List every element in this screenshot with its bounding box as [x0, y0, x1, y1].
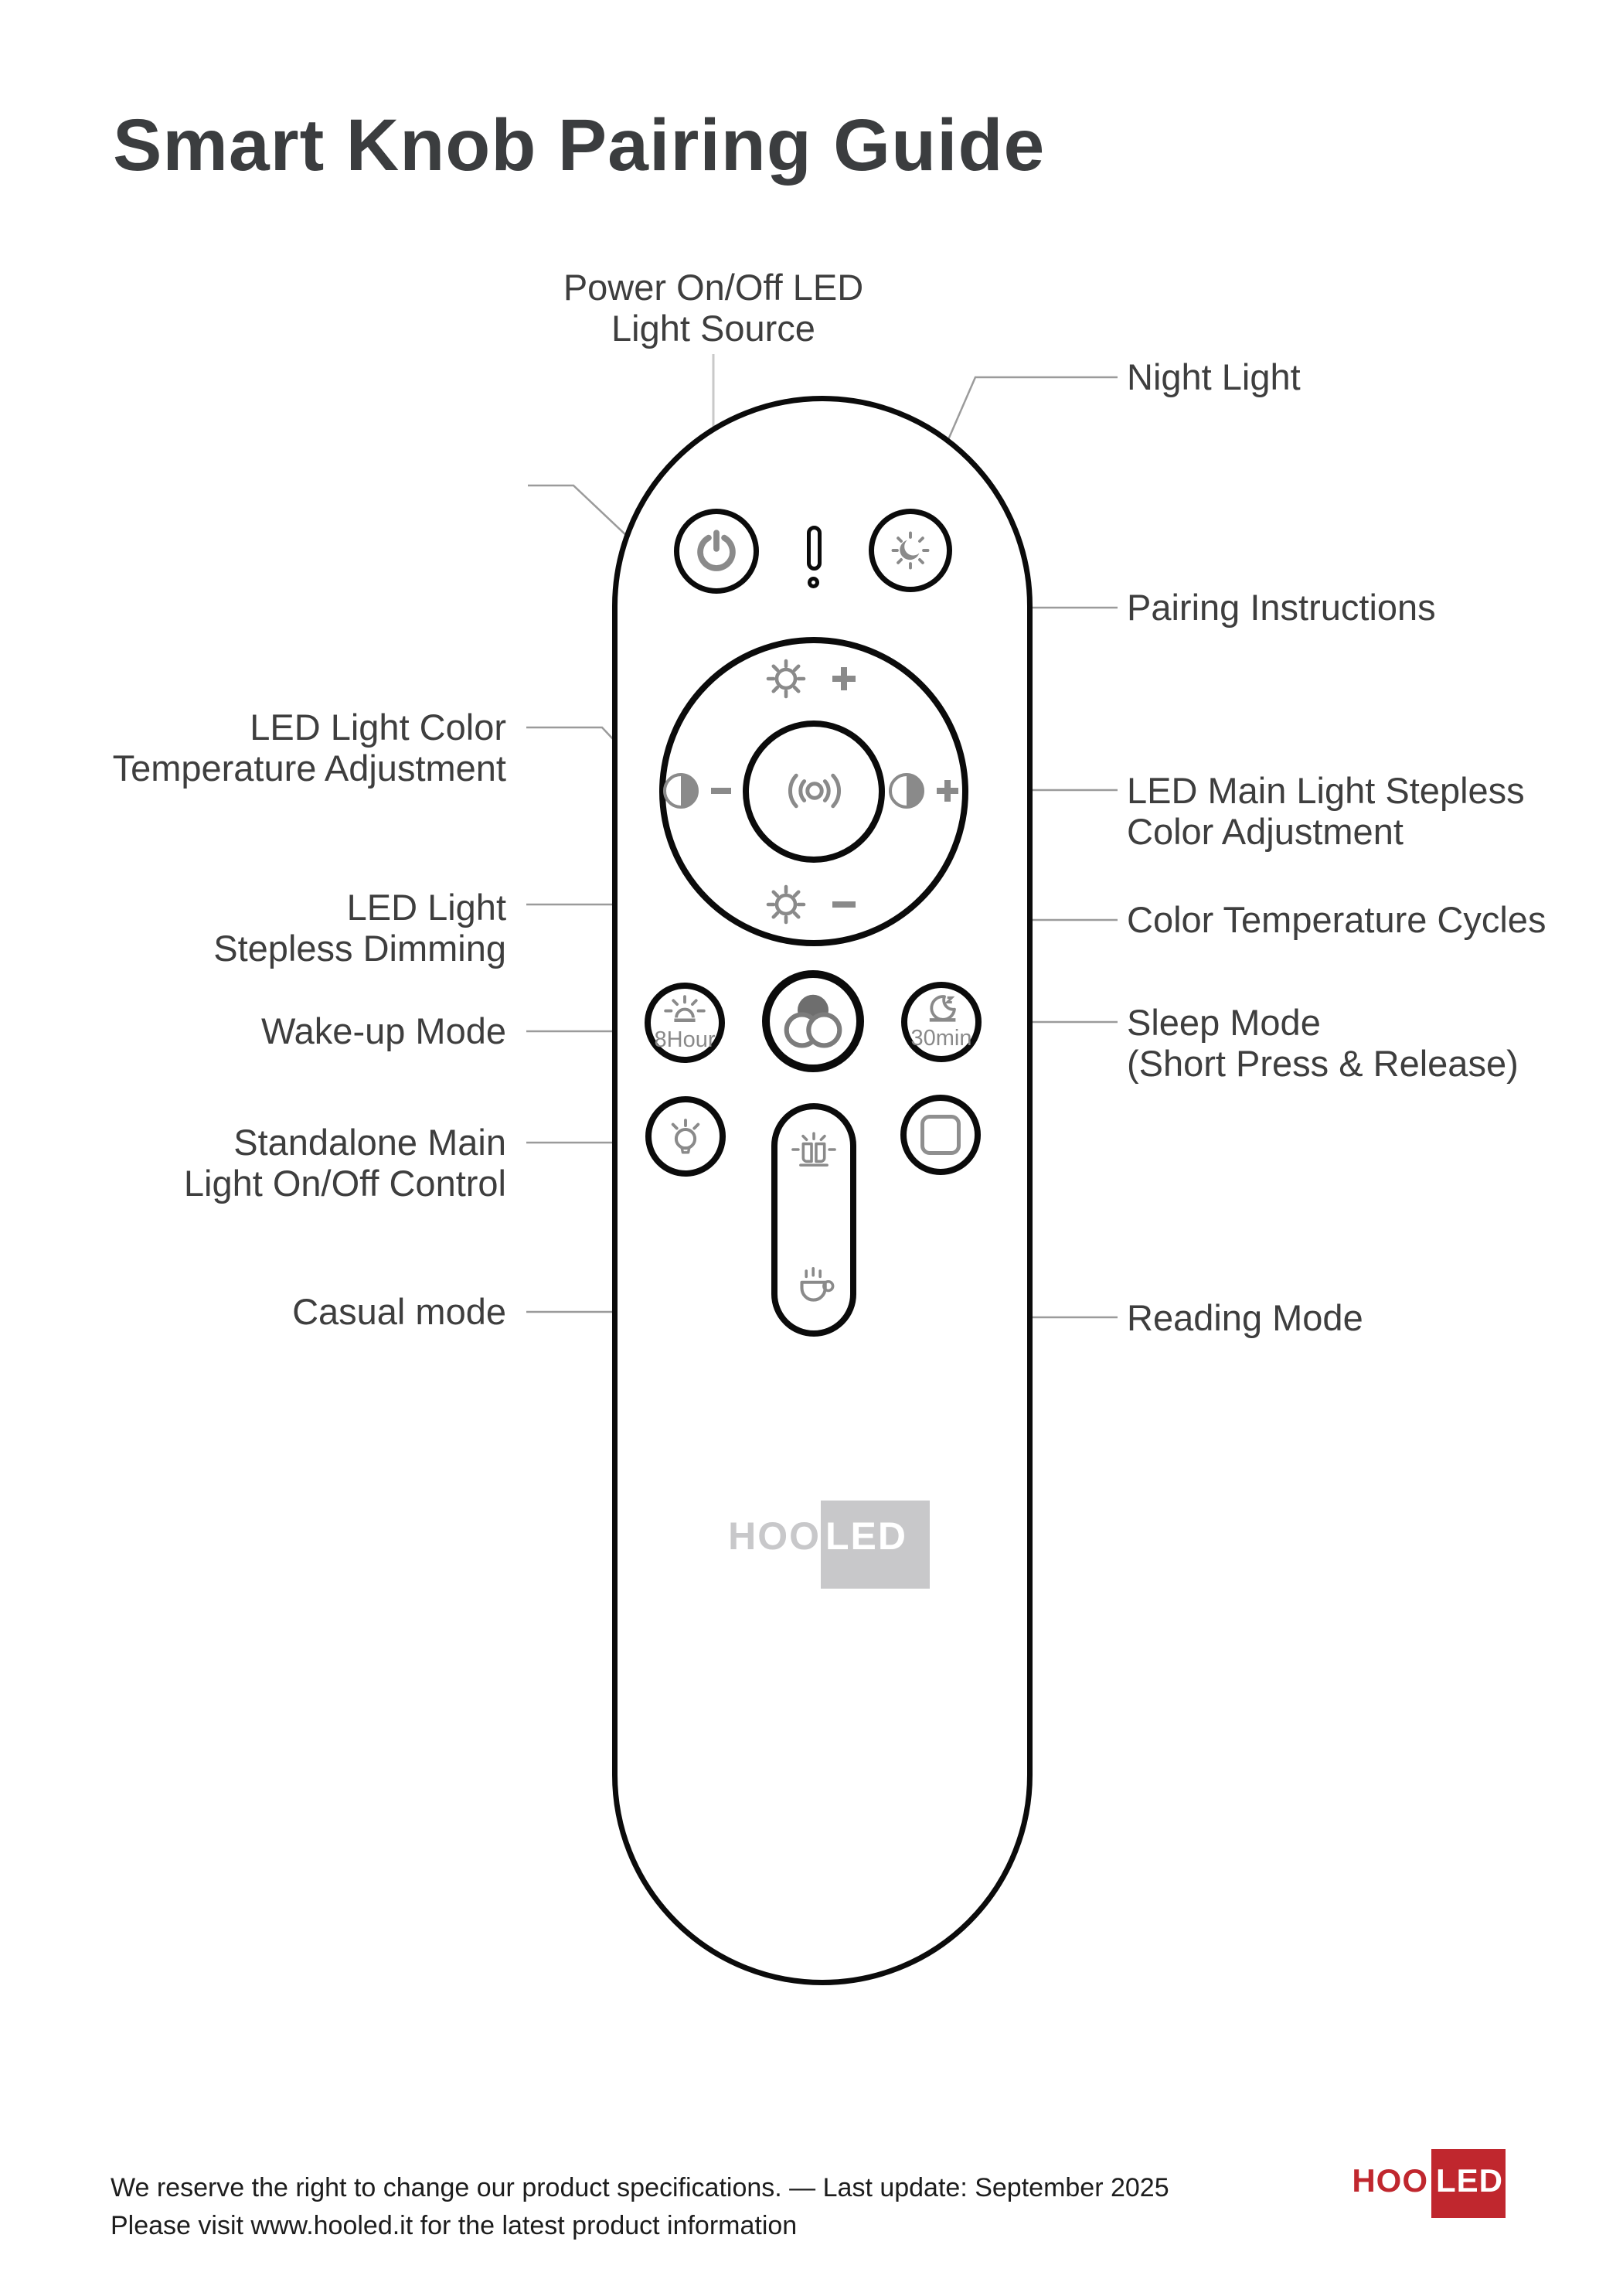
annotation-led-stepless-dimming: LED Light Stepless Dimming — [213, 887, 506, 969]
color-temp-down-zone[interactable] — [662, 770, 751, 812]
hooled-logo-led: LED — [1436, 2162, 1503, 2199]
power-button[interactable] — [674, 509, 759, 594]
reading-casual-pill-button[interactable] — [771, 1103, 856, 1337]
night-light-icon — [890, 530, 931, 571]
sleep-mode-button[interactable] — [901, 982, 982, 1062]
color-temp-up-icon — [887, 770, 977, 812]
wake-up-sunrise-icon — [660, 993, 709, 1026]
annotation-led-color-temp-adjustment: LED Light Color Temperature Adjustment — [112, 707, 506, 789]
annotation-standalone-main-light: Standalone Main Light On/Off Control — [183, 1122, 506, 1204]
annotation-color-temperature-cycles: Color Temperature Cycles — [1127, 899, 1546, 940]
footer-line1: We reserve the right to change our product specifications. — Last update: September 2025 — [111, 2173, 1169, 2202]
footer-line2: Please visit www.hooled.it for the latest product information — [111, 2211, 798, 2240]
led-indicator-dot — [808, 577, 819, 588]
square-icon — [920, 1115, 961, 1155]
sleep-button-label: 30min — [910, 1025, 972, 1051]
color-cycles-icon — [779, 990, 847, 1052]
reading-mode-icon — [788, 1129, 839, 1174]
watermark-led: LED — [825, 1514, 907, 1558]
annotation-night-light: Night Light — [1127, 356, 1301, 397]
brightness-up-icon — [761, 657, 869, 700]
square-button[interactable] — [900, 1095, 981, 1175]
pairing-icon — [766, 768, 863, 813]
color-temperature-cycles-button[interactable] — [762, 970, 864, 1072]
bulb-icon — [662, 1112, 709, 1160]
night-light-button[interactable] — [869, 509, 952, 592]
wake-up-mode-button[interactable] — [645, 983, 725, 1063]
annotation-power: Power On/Off LED Light Source — [563, 267, 864, 349]
watermark-hoo: HOO — [728, 1514, 821, 1558]
sleep-moon-icon — [919, 993, 964, 1024]
annotation-sleep-mode: Sleep Mode (Short Press & Release) — [1127, 1002, 1519, 1084]
annotation-reading-mode: Reading Mode — [1127, 1297, 1363, 1338]
page-title: Smart Knob Pairing Guide — [113, 104, 1046, 186]
casual-mode-coffee-icon — [790, 1262, 838, 1307]
pairing-zone[interactable] — [766, 768, 863, 813]
power-icon — [692, 527, 740, 575]
color-temp-down-icon — [662, 770, 751, 812]
wake-up-button-label: 8Hour — [654, 1027, 716, 1052]
annotation-led-main-color-adjustment: LED Main Light Stepless Color Adjustment — [1127, 770, 1525, 852]
brightness-up-zone[interactable] — [761, 657, 869, 700]
standalone-main-light-button[interactable] — [645, 1096, 726, 1177]
color-temp-up-zone[interactable] — [887, 770, 977, 812]
brightness-down-zone[interactable] — [761, 883, 869, 926]
hooled-logo-hoo: HOO — [1352, 2162, 1428, 2199]
led-indicator — [807, 526, 822, 571]
brightness-down-icon — [761, 883, 869, 926]
annotation-casual-mode: Casual mode — [292, 1291, 506, 1332]
footer-disclaimer — [111, 2169, 1169, 2245]
annotation-pairing-instructions: Pairing Instructions — [1127, 587, 1436, 628]
annotation-wake-up-mode: Wake-up Mode — [261, 1010, 506, 1051]
